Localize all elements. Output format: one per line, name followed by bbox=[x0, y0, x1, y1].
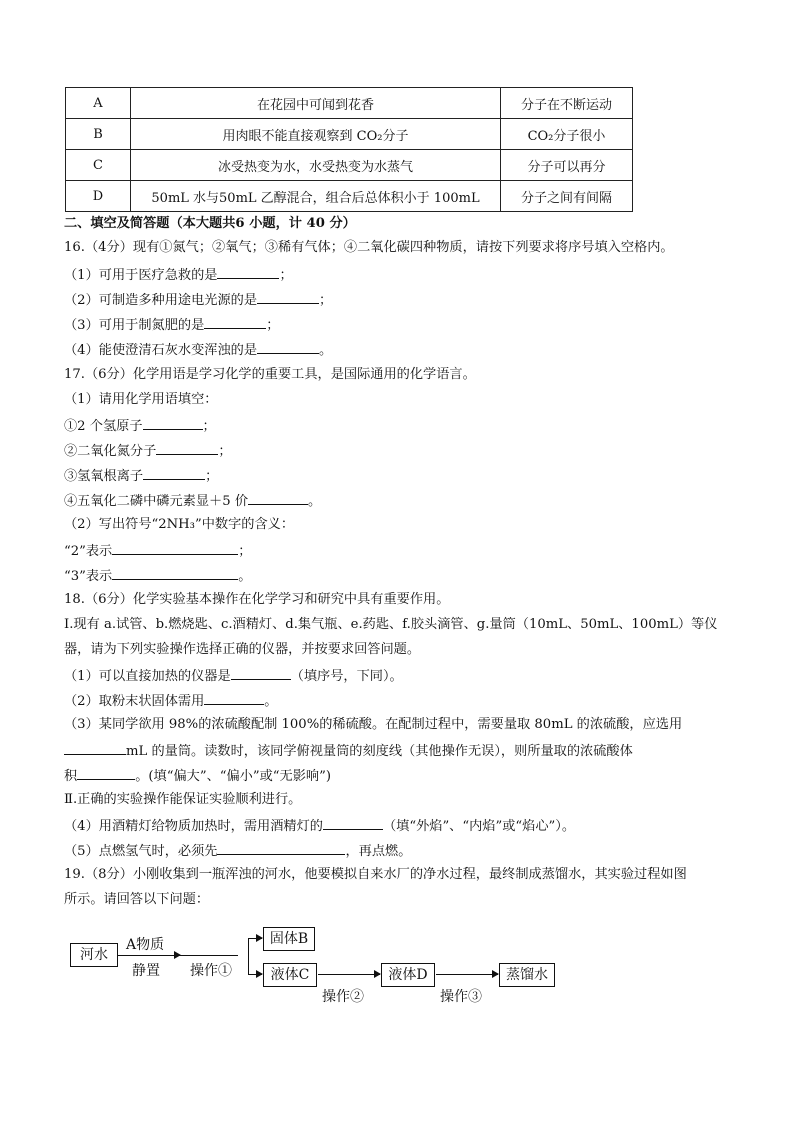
q16-stem: 16.（4分）现有①氮气；②氧气；③稀有气体；④二氧化碳四种物质，请按下列要求将序号填入空格内。 bbox=[64, 240, 674, 255]
q18-item-3: （3）某同学欲用 98%的浓硫酸配制 100%的稀硫酸。在配制过程中，需要量取 80mL 的浓硫酸，应选用 bbox=[64, 717, 683, 732]
arrow-3 bbox=[436, 974, 498, 975]
q18-item-1 bbox=[64, 665, 403, 687]
item-text: （2）取粉末状固体需用 bbox=[64, 694, 205, 709]
solid-b-box: 固体B bbox=[263, 927, 315, 951]
arrow-1 bbox=[118, 955, 180, 956]
row-explanation: CO₂分子很小 bbox=[501, 119, 633, 150]
answer-blank[interactable] bbox=[143, 465, 205, 480]
item-text: ①2 个氢原子 bbox=[64, 419, 143, 434]
q17-part-1: （1）请用化学用语填空： bbox=[64, 392, 218, 407]
q18-item-2: （2）取粉末状固体需用 。 bbox=[64, 690, 277, 712]
row-fact: 用肉眼不能直接观察到 CO₂分子 bbox=[131, 119, 501, 150]
q18-item-3-cont bbox=[64, 740, 633, 762]
item-text: ，再点燃。 bbox=[345, 844, 412, 859]
a-substance-label: A物质 bbox=[126, 937, 165, 953]
row-letter: D bbox=[66, 181, 131, 212]
item-text: ④五氧化二磷中磷元素显＋5 价 bbox=[64, 494, 249, 509]
answer-blank[interactable] bbox=[257, 289, 319, 304]
q18-item-5 bbox=[64, 840, 411, 862]
water-purification-flowchart bbox=[60, 918, 580, 1008]
item-text: “2”表示 bbox=[64, 544, 113, 559]
section-heading: 二、填空及简答题（本大题共6 小题，计 40 分） bbox=[64, 216, 356, 231]
item-text: mL 的量筒。读数时，该同学俯视量筒的刻度线（其他操作无误），则所量取的浓硫酸体 bbox=[126, 744, 633, 759]
answer-blank[interactable] bbox=[112, 540, 238, 555]
item-text: （1）可用于医疗急救的是 bbox=[64, 268, 218, 283]
answer-blank[interactable] bbox=[217, 840, 345, 855]
q19-stem-cont: 所示。请回答以下问题： bbox=[64, 892, 210, 907]
item-text: （5）点燃氢气时，必须先 bbox=[64, 844, 218, 859]
settle-label: 静置 bbox=[132, 963, 160, 979]
answer-blank[interactable] bbox=[204, 690, 264, 705]
q16-item-4: （4）能使澄清石灰水变浑浊的是 。 bbox=[64, 339, 332, 361]
answer-blank[interactable] bbox=[156, 440, 218, 455]
item-text: 。(填“偏大”、“偏小”或“无影响”) bbox=[135, 769, 331, 784]
operation-1-label: 操作① bbox=[190, 963, 232, 979]
answer-blank[interactable] bbox=[64, 740, 126, 755]
answer-blank[interactable] bbox=[248, 490, 308, 505]
item-text: （填序号，下同）。 bbox=[290, 669, 403, 684]
arrow-to-liquid bbox=[248, 974, 262, 975]
q17-stem: 17.（6分）化学用语是学习化学的重要工具，是国际通用的化学语言。 bbox=[64, 367, 476, 382]
table-row bbox=[66, 119, 633, 150]
q18-item-3-end bbox=[64, 765, 331, 787]
q17-item-b: ②二氧化氮分子 ； bbox=[64, 440, 232, 462]
arrow-2 bbox=[318, 974, 380, 975]
row-explanation: 分子之间有间隔 bbox=[501, 181, 633, 212]
answer-blank[interactable] bbox=[217, 264, 279, 279]
row-explanation: 分子在不断运动 bbox=[501, 88, 633, 119]
row-explanation: 分子可以再分 bbox=[501, 150, 633, 181]
item-text: 积 bbox=[64, 769, 78, 784]
row-fact: 在花园中可闻到花香 bbox=[131, 88, 501, 119]
item-text: （4）能使澄清石灰水变浑浊的是 bbox=[64, 343, 258, 358]
item-text: （1）可以直接加热的仪器是 bbox=[64, 669, 231, 684]
table-row bbox=[66, 150, 633, 181]
item-text: ③氢氧根离子 bbox=[64, 469, 144, 484]
liquid-d-box: 液体D bbox=[381, 963, 435, 987]
row-letter: C bbox=[66, 150, 131, 181]
connector bbox=[180, 955, 238, 956]
question-table bbox=[65, 87, 633, 212]
row-fact: 冰受热变为水，水受热变为水蒸气 bbox=[131, 150, 501, 181]
table-row bbox=[66, 88, 633, 119]
arrow-to-solid bbox=[248, 938, 262, 939]
q18-intro-2: 器，请为下列实验操作选择正确的仪器，并按要求回答问题。 bbox=[64, 642, 421, 657]
answer-blank[interactable] bbox=[112, 565, 238, 580]
river-water-box: 河水 bbox=[70, 943, 118, 967]
item-text: ②二氧化氮分子 bbox=[64, 444, 157, 459]
q19-stem: 19.（8分）小刚收集到一瓶浑浊的河水，他要模拟自来水厂的净水过程，最终制成蒸馏水，其实验过程如图 bbox=[64, 867, 687, 882]
answer-blank[interactable] bbox=[257, 339, 319, 354]
item-text: （3）可用于制氮肥的是 bbox=[64, 318, 205, 333]
answer-blank[interactable] bbox=[77, 765, 135, 780]
q16-item-3: （3）可用于制氮肥的是 ； bbox=[64, 314, 279, 336]
row-letter: A bbox=[66, 88, 131, 119]
q18-part-2: Ⅱ.正确的实验操作能保证实验顺利进行。 bbox=[64, 792, 302, 807]
item-text: “3”表示 bbox=[64, 569, 113, 584]
answer-blank[interactable] bbox=[143, 415, 203, 430]
q17-item-a: ①2 个氢原子 ； bbox=[64, 415, 216, 437]
operation-2-label: 操作② bbox=[322, 989, 364, 1005]
liquid-c-box: 液体C bbox=[263, 963, 317, 987]
table-row bbox=[66, 181, 633, 212]
q17-item-d: ④五氧化二磷中磷元素显＋5 价 。 bbox=[64, 490, 321, 512]
q16-item-2: （2）可制造多种用途电光源的是 ； bbox=[64, 289, 332, 311]
q16-item-1: （1）可用于医疗急救的是 ； bbox=[64, 264, 293, 286]
q18-item-4 bbox=[64, 815, 575, 837]
answer-blank[interactable] bbox=[323, 815, 383, 830]
row-letter: B bbox=[66, 119, 131, 150]
item-text: （4）用酒精灯给物质加热时，需用酒精灯的 bbox=[64, 819, 323, 834]
row-fact: 50mL 水与50mL 乙醇混合，组合后总体积小于 100mL bbox=[131, 181, 501, 212]
answer-blank[interactable] bbox=[204, 314, 266, 329]
q18-intro-1: Ⅰ.现有 a.试管、b.燃烧匙、c.酒精灯、d.集气瓶、e.药匙、f.胶头滴管、g.量筒（10mL、50mL、100mL）等仪 bbox=[64, 617, 718, 632]
branch-line bbox=[248, 938, 249, 974]
q17-part-2: （2）写出符号“2NH₃”中数字的含义： bbox=[64, 517, 295, 532]
operation-3-label: 操作③ bbox=[440, 989, 482, 1005]
q18-stem: 18.（6分）化学实验基本操作在化学学习和研究中具有重要作用。 bbox=[64, 592, 450, 607]
q17-item-e: “2”表示 ； bbox=[64, 540, 251, 562]
item-text: （填“外焰”、“内焰”或“焰心”）。 bbox=[382, 819, 576, 834]
answer-blank[interactable] bbox=[231, 665, 291, 680]
distilled-water-box: 蒸馏水 bbox=[499, 963, 555, 987]
q17-item-c: ③氢氧根离子 ； bbox=[64, 465, 218, 487]
q17-item-f: “3”表示 。 bbox=[64, 565, 251, 587]
item-text: （2）可制造多种用途电光源的是 bbox=[64, 293, 258, 308]
